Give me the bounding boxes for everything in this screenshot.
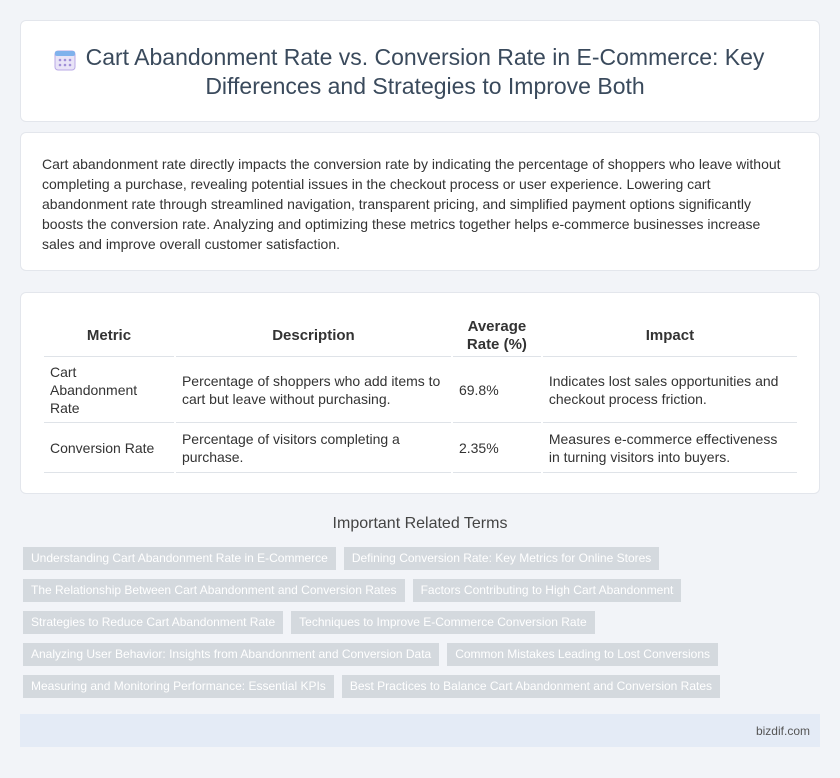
page-title: Cart Abandonment Rate vs. Conversion Rate in E-Commerce: Key Differences and Strategies to Improve Both (85, 44, 765, 99)
cell-rate: 2.35% (453, 423, 541, 473)
header-metric: Metric (44, 317, 174, 357)
related-terms-heading: Important Related Terms (332, 515, 508, 532)
related-term-tag[interactable]: Understanding Cart Abandonment Rate in E-Commerce (23, 547, 336, 570)
summary-paragraph: Cart abandonment rate directly impacts the conversion rate by indicating the percentage of shoppers who leave without completing a purchase, revealing potential issues in the checkout process or user experience. Lowering cart abandonment rate through streamlined navigation, transparent pricing, and simplified payment options significantly boosts the conversion rate. Analyzing and optimizing these metrics together helps e-commerce businesses increase sales and improve overall customer satisfaction. (42, 156, 781, 252)
related-term-tag[interactable]: Factors Contributing to High Cart Abandonment (413, 579, 682, 602)
related-term-tag[interactable]: Common Mistakes Leading to Lost Conversions (447, 643, 718, 666)
title-card (20, 20, 820, 122)
related-term-tag[interactable]: Defining Conversion Rate: Key Metrics for Online Stores (344, 547, 659, 570)
related-term-tag[interactable]: Strategies to Reduce Cart Abandonment Rate (23, 611, 283, 634)
header-average-rate: Average Rate (%) (453, 317, 541, 357)
related-term-tag[interactable]: Techniques to Improve E-Commerce Conversion Rate (291, 611, 594, 634)
comparison-table (42, 317, 799, 473)
header-impact: Impact (543, 317, 797, 357)
footer-site-link[interactable]: bizdif.com (755, 724, 810, 738)
related-term-tag[interactable]: Analyzing User Behavior: Insights from Abandonment and Conversion Data (23, 643, 439, 666)
comparison-table-card (20, 292, 820, 494)
related-term-tag[interactable]: Best Practices to Balance Cart Abandonment and Conversion Rates (342, 675, 720, 698)
table-row (44, 423, 797, 473)
table-row (44, 357, 797, 423)
cell-metric: Cart Abandonment Rate (44, 357, 174, 423)
cell-description: Percentage of visitors completing a purchase. (176, 423, 451, 473)
summary-card (20, 132, 820, 271)
cell-metric: Conversion Rate (44, 423, 174, 473)
cell-impact: Indicates lost sales opportunities and checkout process friction. (543, 357, 797, 423)
related-terms-list (23, 547, 823, 707)
cell-description: Percentage of shoppers who add items to cart but leave without purchasing. (176, 357, 451, 423)
related-term-tag[interactable]: Measuring and Monitoring Performance: Essential KPIs (23, 675, 334, 698)
cell-impact: Measures e-commerce effectiveness in turning visitors into buyers. (543, 423, 797, 473)
related-term-tag[interactable]: The Relationship Between Cart Abandonment and Conversion Rates (23, 579, 405, 602)
cell-rate: 69.8% (453, 357, 541, 423)
header-description: Description (176, 317, 451, 357)
footer-bar (20, 714, 820, 747)
table-header-row (44, 317, 797, 357)
